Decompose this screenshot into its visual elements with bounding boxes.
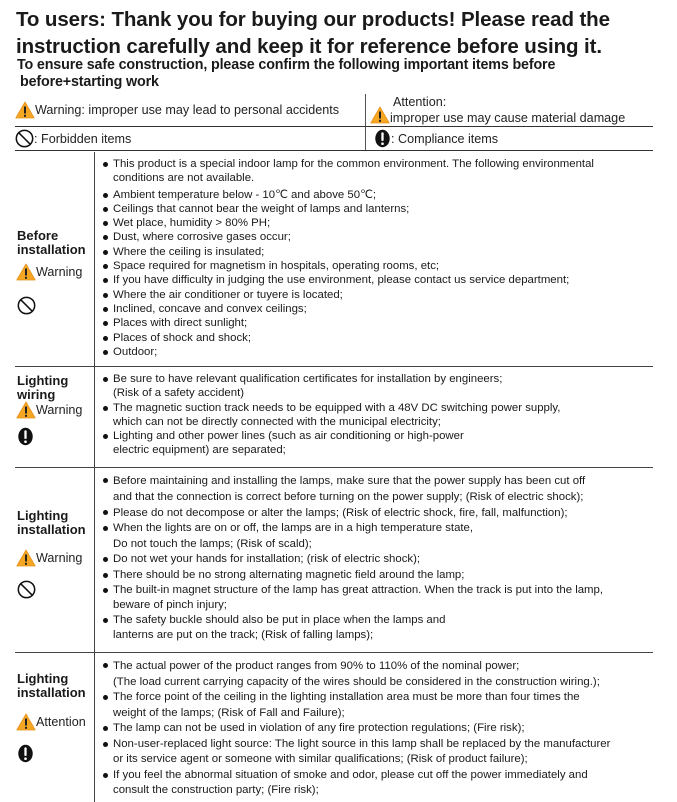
section-title-line-1: Lighting xyxy=(17,508,69,523)
list-item: Where the ceiling is insulated; xyxy=(101,245,653,259)
warning-triangle-icon xyxy=(16,401,36,419)
section-level xyxy=(16,263,82,281)
section-label xyxy=(15,366,95,467)
section-lighting-installation-attention xyxy=(15,652,653,802)
list-item: If you feel the abnormal situation of smoke and odor, please cut off the power immediately and consult the construction party; (Fire risk); xyxy=(101,768,653,799)
section-title-line-2: installation xyxy=(17,685,86,700)
section-level-label: Warning xyxy=(36,403,83,417)
section-items xyxy=(101,473,653,644)
section-level-label: Attention xyxy=(36,715,86,729)
compliance-icon xyxy=(17,744,34,763)
list-item: Places with direct sunlight; xyxy=(101,316,653,330)
legend-row-levels xyxy=(15,94,653,127)
subtitle-line-2: before+starting work xyxy=(20,74,159,90)
legend-warning-text: Warning: improper use may lead to personal accidents xyxy=(35,103,340,117)
section-lighting-installation-warning xyxy=(15,467,653,653)
attention-triangle-icon xyxy=(16,713,36,731)
section-title-line-2: installation xyxy=(17,522,86,537)
legend-attention-title: Attention: xyxy=(393,95,447,109)
list-item: There should be no strong alternating magnetic field around the lamp; xyxy=(101,568,653,583)
section-level xyxy=(16,401,82,419)
section-items xyxy=(101,157,653,359)
section-label xyxy=(15,652,95,802)
section-lighting-wiring xyxy=(15,366,653,468)
section-items xyxy=(101,372,653,458)
symbol-legend xyxy=(15,94,653,151)
subtitle-line-1: To ensure safe construction, please confirm the following important items before xyxy=(17,57,556,73)
list-item: The safety buckle should also be put in place when the lamps and lanterns are put on the track; (Risk of falling lamps); xyxy=(101,613,653,644)
list-item: Ambient temperature below - 10℃ and above 50℃; xyxy=(101,188,653,202)
list-item: The built-in magnet structure of the lamp has great attraction. When the track is put into the lamp, beware of pinch injury; xyxy=(101,583,653,613)
section-title-line-1: Lighting xyxy=(17,671,69,686)
legend-attention-text: improper use may cause material damage xyxy=(390,111,626,125)
legend-forbidden-text: : Forbidden items xyxy=(34,131,132,146)
compliance-icon xyxy=(17,427,34,446)
section-title-line-2: installation xyxy=(17,242,86,257)
list-item: Non-user-replaced light source: The light source in this lamp shall be replaced by the manufacturer or its service agent or someone with similar qualifications; (Risk of product failure); xyxy=(101,737,653,768)
section-before-installation xyxy=(15,152,653,367)
list-item: Inclined, concave and convex ceilings; xyxy=(101,302,653,316)
legend-row-symbols xyxy=(15,127,653,151)
section-level-label: Warning xyxy=(36,551,83,565)
section-title-line-1: Lighting xyxy=(17,373,69,388)
list-item: If you have difficulty in judging the use environment, please contact us service department; xyxy=(101,273,653,287)
section-items xyxy=(101,658,653,799)
section-level-label: Warning xyxy=(36,265,83,279)
section-label xyxy=(15,152,95,366)
list-item: Do not wet your hands for installation; (risk of electric shock); xyxy=(101,552,653,568)
page-subtitle xyxy=(17,57,677,91)
warning-triangle-icon xyxy=(16,549,36,567)
list-item: Space required for magnetism in hospitals, operating rooms, etc; xyxy=(101,259,653,273)
list-item: Before maintaining and installing the lamps, make sure that the power supply has been cut off and that the connection is correct before turning on the power supply; (Risk of electric shock); xyxy=(101,473,653,505)
list-item: Dust, where corrosive gases occur; xyxy=(101,230,653,244)
list-item: Be sure to have relevant qualification certificates for installation by engineers; (Risk of a safety accident) xyxy=(101,372,653,401)
forbidden-icon xyxy=(17,296,36,315)
list-item: This product is a special indoor lamp for the common environment. The following environmental conditions are not available. xyxy=(101,157,653,186)
legend-forbidden xyxy=(15,127,366,150)
list-item: The magnetic suction track needs to be equipped with a 48V DC switching power supply, which can not be directly connected with the municipal electricity; xyxy=(101,401,653,430)
list-item: Where the air conditioner or tuyere is located; xyxy=(101,288,653,302)
section-title-line-1: Before xyxy=(17,228,59,243)
forbidden-icon xyxy=(17,580,36,599)
legend-compliance-text: : Compliance items xyxy=(391,131,499,146)
legend-attention xyxy=(366,94,653,126)
list-item: Please do not decompose or alter the lamps; (Risk of electric shock, fire, fall, malfunction); xyxy=(101,505,653,521)
legend-compliance xyxy=(366,127,653,150)
attention-triangle-icon xyxy=(370,106,390,124)
list-item: Ceilings that cannot bear the weight of lamps and lanterns; xyxy=(101,202,653,216)
section-level xyxy=(16,713,86,731)
compliance-icon xyxy=(374,129,391,148)
forbidden-icon xyxy=(15,129,34,148)
list-item: Wet place, humidity > 80% PH; xyxy=(101,216,653,230)
legend-warning xyxy=(15,94,366,126)
section-level xyxy=(16,549,82,567)
warning-triangle-icon xyxy=(15,101,35,119)
list-item: The lamp can not be used in violation of any fire protection regulations; (Fire risk); xyxy=(101,721,653,737)
section-label xyxy=(15,467,95,652)
list-item: Outdoor; xyxy=(101,345,653,359)
list-item: The force point of the ceiling in the lighting installation area must be more than four times the weight of the lamps; (Risk of Fall and Failure); xyxy=(101,690,653,721)
list-item: Places of shock and shock; xyxy=(101,331,653,345)
section-title-line-2: wiring xyxy=(17,387,56,402)
list-item: The actual power of the product ranges from 90% to 110% of the nominal power; (The load current carrying capacity of the wires should be considered in the construction wiring.); xyxy=(101,658,653,690)
list-item: Lighting and other power lines (such as air conditioning or high-power electric equipment) are separated; xyxy=(101,429,653,458)
warning-triangle-icon xyxy=(16,263,36,281)
page-title: To users: Thank you for buying our products! Please read the instruction carefully and keep it for reference before using it. xyxy=(16,8,610,58)
list-item: When the lights are on or off, the lamps are in a high temperature state, Do not touch the lamps; (Risk of scald); xyxy=(101,521,653,552)
